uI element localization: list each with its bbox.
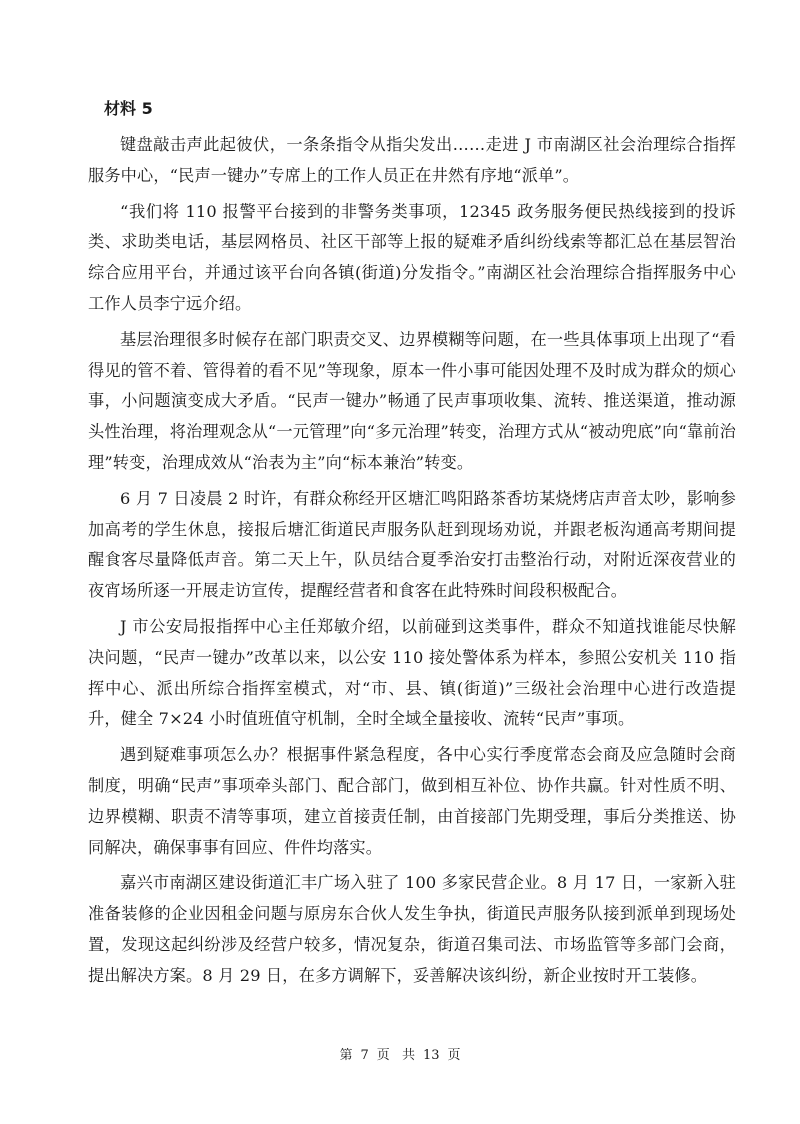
total-prefix: 共 <box>401 1048 415 1063</box>
paragraph-3: 基层治理很多时候存在部门职责交叉、边界模糊等问题，在一些具体事项上出现了“看得见的管不着、管得着的看不见”等现象，原本一件小事可能因处理不及时成为群众的烦心事，小问题演变成大矛盾。“民声一键办”畅通了民声事项收集、流转、推送渠道，推动源头性治理，将治理观念从“一元管理”向“多元治理”转变，治理方式从“被动兜底”向“靠前治理”转变，治理成效从“治表为主”向“标本兼治”转变。 <box>88 329 736 472</box>
paragraph-1: 键盘敲击声此起彼伏，一条条指令从指尖发出……走进 J 市南湖区社会治理综合指挥服务中心，“民声一键办”专席上的工作人员正在井然有序地“派单”。 <box>88 135 736 185</box>
paragraph-2: “我们将 110 报警平台接到的非警务类事项，12345 政务服务便民热线接到的投诉类、求助类电话，基层网格员、社区干部等上报的疑难矛盾纠纷线索等都汇总在基层智治综合应用平台，并通过该平台向各镇(街道)分发指令。”南湖区社会治理综合指挥服务中心工作人员李宁远介绍。 <box>88 201 736 313</box>
document-body <box>88 94 736 997</box>
paragraph-7: 嘉兴市南湖区建设街道汇丰广场入驻了 100 多家民营企业。8 月 17 日，一家新入驻准备装修的企业因租金问题与原房东合伙人发生争执，街道民声服务队接到派单到现场处置，发现这起纠纷涉及经营户较多，情况复杂，街道召集司法、市场监管等多部门会商，提出解决方案。8 月 29 日，在多方调解下，妥善解决该纠纷，新企业按时开工装修。 <box>88 873 736 985</box>
page-label-mid: 页 <box>376 1048 390 1063</box>
paragraph-4: 6 月 7 日凌晨 2 时许，有群众称经开区塘汇鸣阳路茶香坊某烧烤店声音太吵，影响参加高考的学生休息，接报后塘汇街道民声服务队赶到现场劝说，并跟老板沟通高考期间提醒食客尽量降低声音。第二天上午，队员结合夏季治安打击整治行动，对附近深夜营业的夜宵场所逐一开展走访宣传，提醒经营者和食客在此特殊时间段积极配合。 <box>88 488 736 601</box>
total-suffix: 页 <box>447 1048 461 1063</box>
page-current: 7 <box>360 1048 369 1063</box>
paragraph-6: 遇到疑难事项怎么办？根据事件紧急程度，各中心实行季度常态会商及应急随时会商制度，明确“民声”事项牵头部门、配合部门，做到相互补位、协作共赢。针对性质不明、边界模糊、职责不清等事项，建立首接责任制，由首接部门先期受理，事后分类推送、协同解决，确保事事有回应、件件均落实。 <box>88 745 736 857</box>
section-heading: 材料 5 <box>104 99 153 118</box>
page-footer <box>0 1044 800 1063</box>
page-total: 13 <box>422 1048 440 1063</box>
page-label-prefix: 第 <box>339 1048 353 1063</box>
paragraph-5: J 市公安局报指挥中心主任郑敏介绍，以前碰到这类事件，群众不知道找谁能尽快解决问题，“民声一键办”改革以来，以公安 110 接处警体系为样本，参照公安机关 110 指挥中心、派出所综合指挥室模式，对“市、县、镇(街道)”三级社会治理中心进行改造提升，健全 7×24 小时值班值守机制，全时全域全量接收、流转“民声”事项。 <box>88 616 736 729</box>
